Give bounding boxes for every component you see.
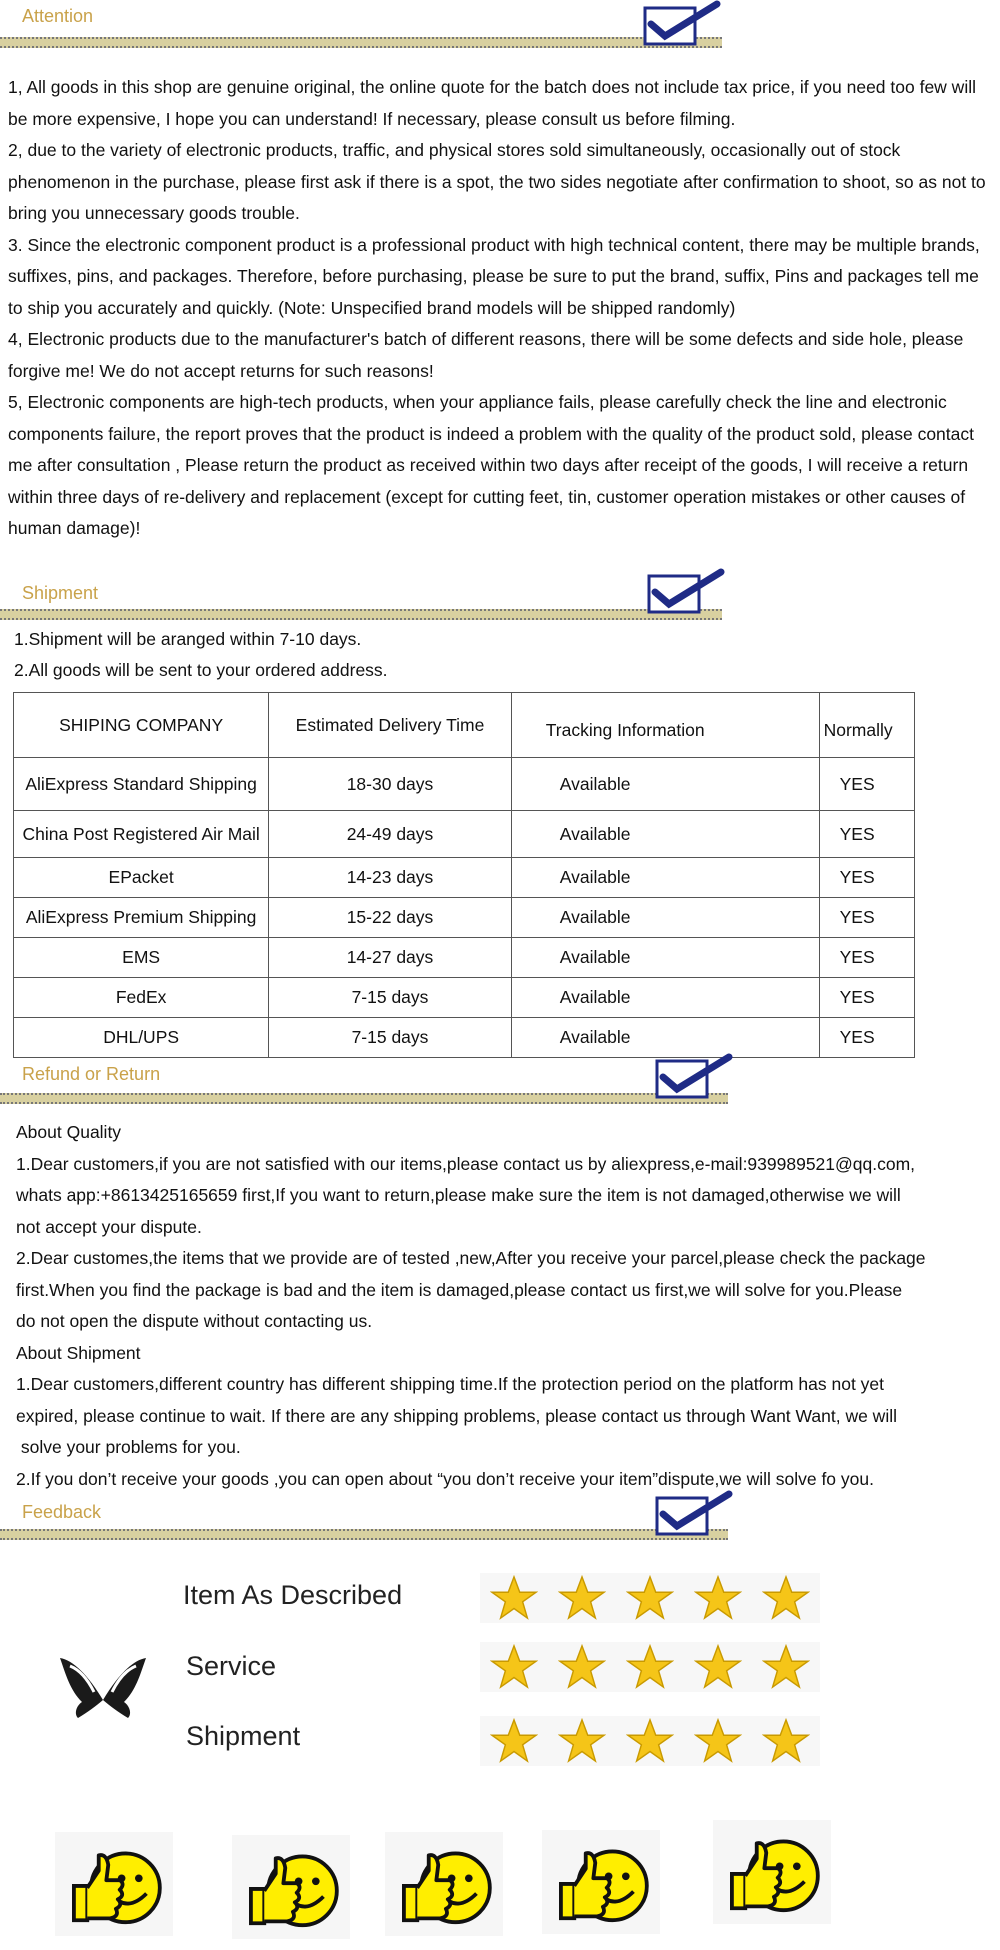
refund-line: 1.Dear customers,different country has different shipping time.If the protection period on the platform has not yet (16, 1374, 885, 1394)
section-divider (0, 1529, 728, 1540)
refund-line: 2.Dear customes,the items that we provide are of tested ,new,After you receive your parcel,please check the package (16, 1248, 926, 1268)
section-title-shipment: Shipment (22, 583, 99, 603)
star-icon (616, 1716, 684, 1766)
star-icon (616, 1642, 684, 1692)
table-cell-tracking: Available (511, 858, 819, 898)
star-icon (684, 1716, 752, 1766)
table-cell-time: 18-30 days (269, 758, 512, 811)
refund-line: first.When you find the package is bad and the item is damaged,please contact us first,we will solve for you.Please (16, 1279, 903, 1300)
table-cell-tracking: Available (511, 1018, 819, 1058)
checkmark-icon (655, 1490, 735, 1536)
section-title-refund: Refund or Return (22, 1064, 161, 1084)
star-icon (752, 1573, 820, 1623)
star-icon (548, 1573, 616, 1623)
refund-line: not accept your dispute. (16, 1216, 202, 1237)
star-icon (548, 1716, 616, 1766)
refund-text (16, 1117, 1000, 1495)
table-cell-tracking: Available (511, 898, 819, 938)
table-row (14, 758, 915, 811)
table-cell-normally: YES (819, 811, 914, 858)
section-title-feedback: Feedback (22, 1502, 102, 1522)
table-cell-normally: YES (819, 858, 914, 898)
shipment-list (14, 624, 388, 686)
table-cell-time: 14-27 days (269, 938, 512, 978)
rating-row-item-described (480, 1573, 820, 1623)
shipping-table (13, 692, 915, 1058)
table-cell-tracking: Available (511, 758, 819, 811)
star-icon (752, 1716, 820, 1766)
star-icon (480, 1642, 548, 1692)
table-row (14, 858, 915, 898)
table-cell-company: AliExpress Premium Shipping (14, 898, 269, 938)
table-header-cell: Normally (819, 693, 914, 758)
thumbs-up-icon (713, 1820, 831, 1924)
table-cell-normally: YES (819, 978, 914, 1018)
table-header-cell: Tracking Information (511, 693, 819, 758)
attention-item: 2, due to the variety of electronic products, traffic, and physical stores sold simultaneously, occasionally out of stock phenomenon in the purchase, please first ask if there is a spot, the two sides negotiate after confirmation to shoot, so as not to bring you unnecessary goods trouble. (8, 140, 986, 223)
table-cell-normally: YES (819, 1018, 914, 1058)
table-cell-normally: YES (819, 938, 914, 978)
table-cell-normally: YES (819, 898, 914, 938)
star-icon (684, 1642, 752, 1692)
table-row (14, 898, 915, 938)
star-icon (752, 1642, 820, 1692)
table-cell-tracking: Available (511, 938, 819, 978)
feedback-label-shipment: Shipment (186, 1721, 301, 1751)
table-cell-time: 24-49 days (269, 811, 512, 858)
refund-line: 2.If you don’t receive your goods ,you can open about “you don’t receive your item”dispute,we will solve fo you. (16, 1468, 874, 1489)
table-cell-normally: YES (819, 758, 914, 811)
refund-heading-shipment: About Shipment (16, 1342, 141, 1363)
table-cell-time: 14-23 days (269, 858, 512, 898)
thumbs-up-icon (542, 1830, 660, 1934)
refund-line: do not open the dispute without contacting us. (16, 1311, 373, 1331)
checkmark-icon (643, 0, 723, 46)
refund-line: solve your problems for you. (16, 1437, 241, 1457)
butterfly-logo-icon (58, 1640, 148, 1720)
table-cell-company: EPacket (14, 858, 269, 898)
table-cell-company: AliExpress Standard Shipping (14, 758, 269, 811)
star-icon (480, 1716, 548, 1766)
attention-item: 4, Electronic products due to the manufacturer's batch of different reasons, there will be some defects and side hole, please forgive me! We do not accept returns for such reasons! (8, 329, 964, 381)
star-icon (616, 1573, 684, 1623)
section-divider (0, 609, 722, 620)
refund-line: 1.Dear customers,if you are not satisfied with our items,please contact us by aliexpress,e-mail:939989521@qq.com, (16, 1153, 916, 1174)
checkmark-icon (647, 568, 727, 614)
thumbs-up-icon (232, 1835, 350, 1939)
section-divider (0, 1093, 728, 1104)
section-divider (0, 37, 722, 48)
table-cell-company: EMS (14, 938, 269, 978)
table-row (14, 1018, 915, 1058)
rating-row-service (480, 1642, 820, 1692)
shipment-item: 2.All goods will be sent to your ordered address. (14, 660, 388, 680)
feedback-label-service: Service (186, 1651, 277, 1681)
table-header-row (14, 693, 915, 758)
table-cell-time: 7-15 days (269, 978, 512, 1018)
section-title-attention: Attention (22, 6, 94, 26)
shipment-item: 1.Shipment will be aranged within 7-10 days. (14, 629, 362, 649)
rating-row-shipment (480, 1716, 820, 1766)
table-header-cell: Estimated Delivery Time (269, 693, 512, 758)
attention-item: 5, Electronic components are high-tech products, when your appliance fails, please carefully check the line and electronic components failure, the report proves that the product is indeed a problem with the quality of the product sold, please contact me after consultation , Please return the product as received within two days after receipt of the goods, I will receive a return within three days of re-delivery and replacement (except for cutting feet, tin, customer operation mistakes or other causes of human damage)! (8, 392, 974, 538)
checkmark-icon (655, 1053, 735, 1099)
table-cell-company: China Post Registered Air Mail (14, 811, 269, 858)
table-cell-company: FedEx (14, 978, 269, 1018)
table-row (14, 811, 915, 858)
attention-item: 1, All goods in this shop are genuine original, the online quote for the batch does not include tax price, if you need too few will be more expensive, I hope you can understand! If necessary, please consult us before filming. (8, 77, 976, 129)
table-cell-tracking: Available (511, 811, 819, 858)
thumbs-up-icon (385, 1832, 503, 1936)
attention-list (8, 72, 996, 545)
feedback-label-item-described: Item As Described (183, 1580, 403, 1610)
refund-heading-quality: About Quality (16, 1122, 122, 1142)
refund-line: expired, please continue to wait. If there are any shipping problems, please contact us through Want Want, we will (16, 1405, 897, 1426)
star-icon (684, 1573, 752, 1623)
star-icon (480, 1573, 548, 1623)
star-icon (548, 1642, 616, 1692)
table-cell-tracking: Available (511, 978, 819, 1018)
attention-item: 3. Since the electronic component product is a professional product with high technical content, there may be multiple brands, suffixes, pins, and packages. Therefore, before purchasing, please be sure to put the brand, suffix, Pins and packages tell me to ship you accurately and quickly. (Note: Unspecified brand models will be shipped randomly) (8, 234, 980, 318)
thumbs-up-icon (55, 1832, 173, 1936)
table-cell-company: DHL/UPS (14, 1018, 269, 1058)
table-row (14, 978, 915, 1018)
table-row (14, 938, 915, 978)
table-header-cell: SHIPING COMPANY (14, 693, 269, 758)
refund-line: whats app:+8613425165659 first,If you want to return,please make sure the item is not damaged,otherwise we will (16, 1185, 901, 1205)
table-cell-time: 15-22 days (269, 898, 512, 938)
table-cell-time: 7-15 days (269, 1018, 512, 1058)
